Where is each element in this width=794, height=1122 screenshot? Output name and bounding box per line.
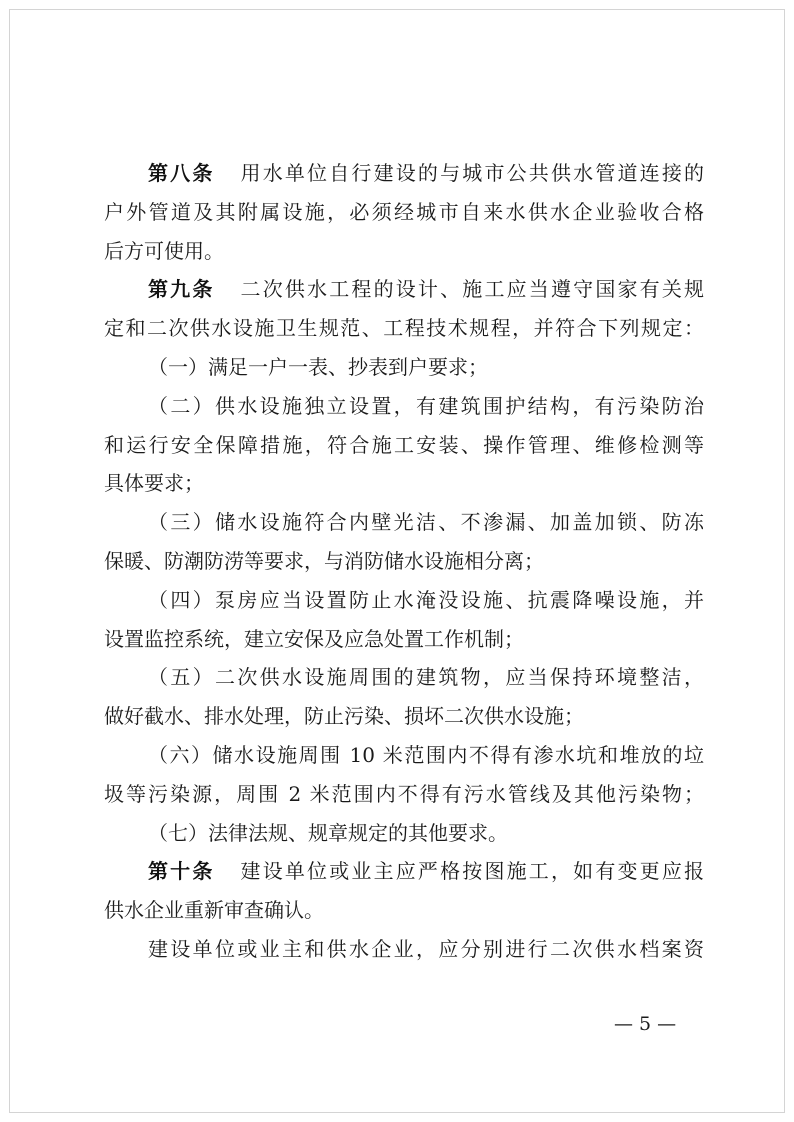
article-9-item-2-line-1: （二）供水设施独立设置，有建筑围护结构，有污染防治 [148,393,704,418]
article-9-line-2: 定和二次供水设施卫生规范、工程技术规程，并符合下列规定： [104,316,704,341]
article-10-line-1 [104,852,704,891]
article-10-paragraph-2-line-1: 建设单位或业主和供水企业，应分别进行二次供水档案资 [148,936,704,961]
article-8-text-1: 用水单位自行建设的与城市公共供水管道连接的 [240,161,704,185]
article-8-line-3: 后方可使用。 [104,238,224,263]
article-9-label: 第九条 [148,277,215,302]
article-9-item-6-line-1: （六）储水设施周围 10 米范围内不得有渗水坑和堆放的垃 [148,742,704,767]
article-8-label: 第八条 [148,161,215,185]
article-9-item-4-line-1: （四）泵房应当设置防止水淹没设施、抗震降噪设施，并 [148,587,704,612]
page-number: — 5 — [614,1013,677,1035]
document-body [104,154,704,969]
article-9-item-2-line-3: 具体要求； [104,471,204,496]
article-9-item-3-line-2: 保暖、防潮防涝等要求，与消防储水设施相分离； [104,548,544,573]
article-9-item-1-line-1: （一）满足一户一表、抄表到户要求； [148,354,488,379]
article-9-item-6-line-2: 圾等污染源，周围 2 米范围内不得有污水管线及其他污染物； [104,781,704,806]
article-9-item-3-line-1: （三）储水设施符合内壁光洁、不渗漏、加盖加锁、防冻 [148,510,704,535]
article-9-item-4-line-2: 设置监控系统，建立安保及应急处置工作机制； [104,626,524,651]
article-10-label: 第十条 [148,859,215,884]
article-9-line-1 [104,270,704,309]
article-9-item-5-line-2: 做好截水、排水处理，防止污染、损坏二次供水设施； [104,704,584,729]
article-9-item-2-line-2: 和运行安全保障措施，符合施工安装、操作管理、维修检测等 [104,432,704,457]
article-8-line-1 [104,154,704,193]
article-9-text-1: 二次供水工程的设计、施工应当遵守国家有关规 [240,277,704,302]
article-9-item-5-line-1: （五）二次供水设施周围的建筑物，应当保持环境整洁， [148,665,704,690]
article-10-line-2: 供水企业重新审查确认。 [104,898,324,923]
article-9-item-7-line-1: （七）法律法规、规章规定的其他要求。 [148,820,508,845]
article-8-line-2: 户外管道及其附属设施，必须经城市自来水供水企业验收合格 [104,199,704,224]
article-10-text-1: 建设单位或业主应严格按图施工，如有变更应报 [240,859,704,884]
